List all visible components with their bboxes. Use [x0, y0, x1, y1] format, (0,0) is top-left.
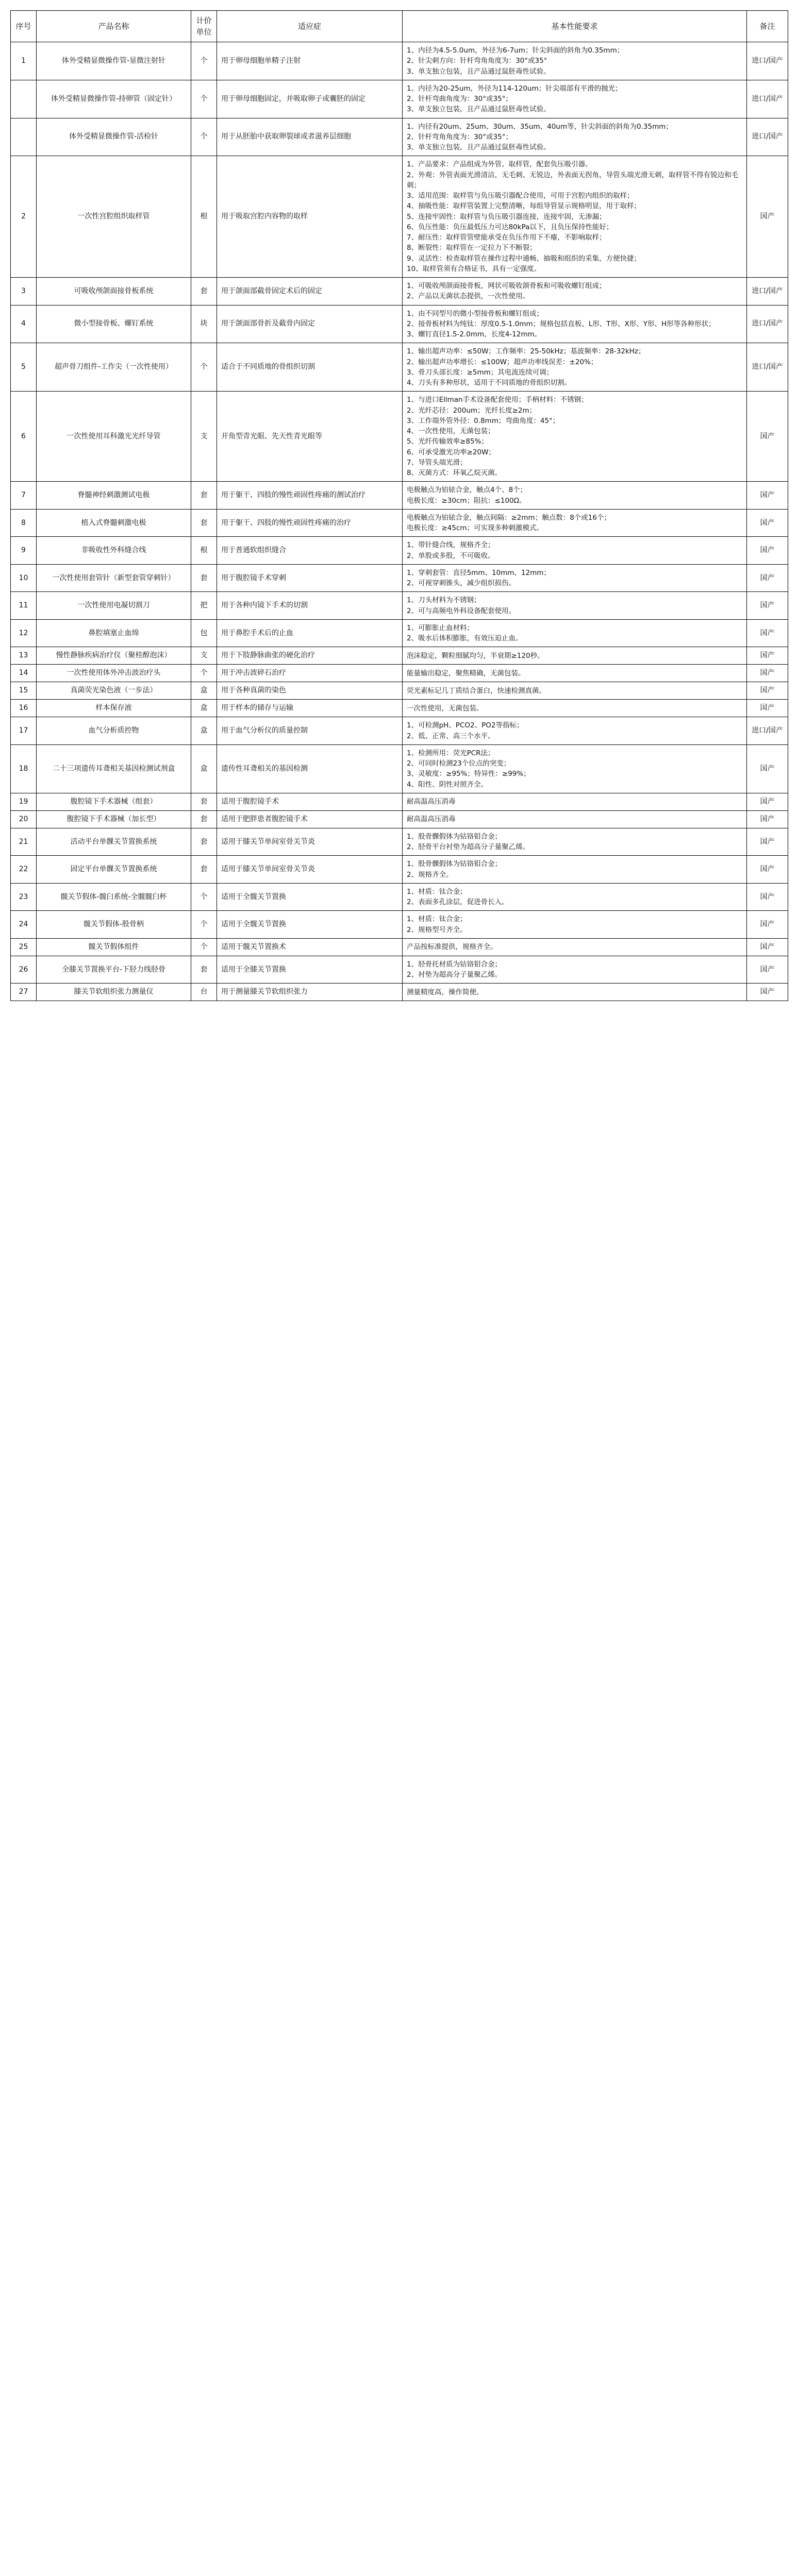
cell-unit: 个 — [191, 343, 217, 392]
cell-req: 1、材质：钛合金； 2、规格型号齐全。 — [403, 911, 747, 939]
cell-use: 用于普通软组织缝合 — [217, 537, 403, 565]
table-header-row — [11, 11, 788, 42]
cell-use: 用于躯干、四肢的慢性顽固性疼痛的测试治疗 — [217, 482, 403, 510]
cell-name: 腹腔镜下手术器械（加长型） — [37, 810, 191, 828]
cell-use: 适用于全髋关节置换 — [217, 883, 403, 911]
cell-name: 血气分析质控物 — [37, 717, 191, 745]
cell-name: 可吸收颅颌面接骨板系统 — [37, 278, 191, 306]
table-row — [11, 810, 788, 828]
cell-note: 国产 — [747, 793, 788, 810]
cell-unit: 个 — [191, 938, 217, 956]
cell-no: 17 — [11, 717, 37, 745]
cell-use: 用于各种真菌的染色 — [217, 682, 403, 700]
cell-no: 8 — [11, 509, 37, 537]
cell-req: 1、内径为4.5-5.0um，外径为6-7um；针尖斜面的斜角为0.35mm； 2、针尖刺方向：针杆弯角角度为：30°或35° 3、单支独立包装，且产品通过鼠胚毒性试验。 — [403, 42, 747, 80]
table-row — [11, 156, 788, 278]
table-row — [11, 619, 788, 647]
cell-no: 11 — [11, 592, 37, 620]
table-row — [11, 647, 788, 665]
cell-name: 二十三项遗传耳聋相关基因检测试剂盒 — [37, 744, 191, 793]
header-req: 基本性能要求 — [403, 11, 747, 42]
cell-unit: 盒 — [191, 744, 217, 793]
table-row — [11, 482, 788, 510]
cell-unit: 包 — [191, 619, 217, 647]
cell-unit: 套 — [191, 956, 217, 984]
cell-name: 一次性宫腔组织取样管 — [37, 156, 191, 278]
cell-name: 活动平台单髁关节置换系统 — [37, 828, 191, 856]
cell-no: 13 — [11, 647, 37, 665]
cell-name: 慢性静脉疾病治疗仪（聚桂醇泡沫） — [37, 647, 191, 665]
header-no: 序号 — [11, 11, 37, 42]
cell-note: 国产 — [747, 665, 788, 682]
cell-name: 微小型接骨板、螺钉系统 — [37, 305, 191, 343]
cell-use: 用于各种内镜下手术的切割 — [217, 592, 403, 620]
cell-name: 髋关节假体-髋臼系统-全髋髋臼杯 — [37, 883, 191, 911]
cell-note: 国产 — [747, 482, 788, 510]
table-row — [11, 984, 788, 1001]
cell-no: 5 — [11, 343, 37, 392]
cell-name: 样本保存液 — [37, 700, 191, 717]
cell-req: 一次性使用，无菌包装。 — [403, 700, 747, 717]
cell-req: 耐高温高压消毒 — [403, 793, 747, 810]
cell-use: 遗传性耳聋相关的基因检测 — [217, 744, 403, 793]
cell-note: 国产 — [747, 938, 788, 956]
cell-req: 1、由不同型号的微小型接骨板和螺钉组成； 2、接骨板材料为纯钛：厚度0.5-1.0mm；规格包括直板、L形、T形、X形、Y形、H形等各种形状； 3、螺钉直径1.5-2.0mm，长度4-12mm。 — [403, 305, 747, 343]
cell-unit: 个 — [191, 42, 217, 80]
cell-unit: 套 — [191, 828, 217, 856]
cell-name: 髋关节假体组件 — [37, 938, 191, 956]
cell-req: 能量输出稳定，聚焦精确，无菌包装。 — [403, 665, 747, 682]
table-row — [11, 793, 788, 810]
cell-use: 适用于膝关节单间室骨关节炎 — [217, 856, 403, 884]
table-row — [11, 42, 788, 80]
cell-no: 16 — [11, 700, 37, 717]
cell-unit: 个 — [191, 80, 217, 118]
cell-note: 国产 — [747, 592, 788, 620]
cell-unit: 支 — [191, 392, 217, 482]
cell-no: 22 — [11, 856, 37, 884]
cell-note: 进口/国产 — [747, 42, 788, 80]
cell-note: 进口/国产 — [747, 80, 788, 118]
cell-unit: 台 — [191, 984, 217, 1001]
cell-note: 进口/国产 — [747, 343, 788, 392]
table-row — [11, 911, 788, 939]
cell-note: 进口/国产 — [747, 305, 788, 343]
table-row — [11, 665, 788, 682]
table-row — [11, 278, 788, 306]
table-row — [11, 118, 788, 156]
cell-req: 1、可膨胀止血材料； 2、吸水后体积膨胀，有效压迫止血。 — [403, 619, 747, 647]
table-row — [11, 956, 788, 984]
cell-name: 超声骨刀组件-工作尖（一次性使用） — [37, 343, 191, 392]
cell-no: 24 — [11, 911, 37, 939]
cell-req: 1、内径有20um、25um、30um、35um、40um等，针尖斜面的斜角为0.35mm； 2、针杆弯角角度为：30°或35°； 3、单支独立包装，且产品通过鼠胚毒性试验。 — [403, 118, 747, 156]
cell-use: 用于样本的储存与运输 — [217, 700, 403, 717]
cell-unit: 块 — [191, 305, 217, 343]
cell-unit: 个 — [191, 118, 217, 156]
table-row — [11, 343, 788, 392]
cell-note: 国产 — [747, 911, 788, 939]
cell-no: 14 — [11, 665, 37, 682]
cell-use: 用于腹腔镜手术穿刺 — [217, 564, 403, 592]
table-row — [11, 938, 788, 956]
cell-name: 膝关节软组织张力测量仪 — [37, 984, 191, 1001]
cell-name: 腹腔镜下手术器械（组套） — [37, 793, 191, 810]
cell-req: 1、带针缝合线，规格齐全； 2、单股或多股，不可吸收。 — [403, 537, 747, 565]
cell-no: 1 — [11, 42, 37, 80]
cell-use: 用于下肢静脉曲张的硬化治疗 — [217, 647, 403, 665]
cell-unit: 套 — [191, 482, 217, 510]
cell-req: 1、可检测pH、PCO2、PO2等指标； 2、低、正常、高三个水平。 — [403, 717, 747, 745]
cell-use: 用于卵母细胞单精子注射 — [217, 42, 403, 80]
cell-no: 27 — [11, 984, 37, 1001]
cell-unit: 盒 — [191, 717, 217, 745]
cell-note: 进口/国产 — [747, 717, 788, 745]
cell-req: 1、股骨髁假体为钴铬钼合金； 2、胫骨平台衬垫为超高分子量聚乙烯。 — [403, 828, 747, 856]
cell-note: 国产 — [747, 828, 788, 856]
cell-use: 开角型青光眼、先天性青光眼等 — [217, 392, 403, 482]
cell-req: 1、可吸收颅颌面接骨板，网状可吸收颌骨板和可吸收螺钉组成； 2、产品以无菌状态提供，一次性使用。 — [403, 278, 747, 306]
cell-req: 1、穿刺套管：直径5mm、10mm、12mm； 2、可视穿刺锥头，减少组织损伤。 — [403, 564, 747, 592]
cell-note: 国产 — [747, 537, 788, 565]
cell-req: 产品按标准提供，规格齐全。 — [403, 938, 747, 956]
cell-no: 10 — [11, 564, 37, 592]
cell-unit: 套 — [191, 856, 217, 884]
cell-unit: 套 — [191, 793, 217, 810]
cell-name: 全膝关节置换平台-下胫力线胫骨 — [37, 956, 191, 984]
cell-no: 26 — [11, 956, 37, 984]
cell-req: 泡沫稳定，颗粒细腻均匀，半衰期≥120秒。 — [403, 647, 747, 665]
cell-note: 国产 — [747, 700, 788, 717]
cell-no: 18 — [11, 744, 37, 793]
table-row — [11, 717, 788, 745]
cell-note: 进口/国产 — [747, 278, 788, 306]
cell-no: 20 — [11, 810, 37, 828]
cell-no: 7 — [11, 482, 37, 510]
cell-unit: 个 — [191, 883, 217, 911]
header-name: 产品名称 — [37, 11, 191, 42]
cell-note: 进口/国产 — [747, 118, 788, 156]
cell-use: 用于血气分析仪的质量控制 — [217, 717, 403, 745]
table-row — [11, 828, 788, 856]
cell-use: 用于从胚胎中获取卵裂球或者滋养层细胞 — [217, 118, 403, 156]
cell-req: 测量精度高，操作简便。 — [403, 984, 747, 1001]
table-row — [11, 509, 788, 537]
cell-req: 1、检测所用：荧光PCR法； 2、可同时检测23个位点的突变； 3、灵敏度：≥95%；特异性：≥99%； 4、阳性、阴性对照齐全。 — [403, 744, 747, 793]
cell-name: 真菌荧光染色液（一步法） — [37, 682, 191, 700]
cell-req: 1、与进口Ellman手术设备配套使用；手柄材料：不锈钢； 2、光纤芯径：200um；光纤长度≥2m； 3、工作端外管外径：0.8mm；弯曲角度：45°； 4、一次性使用，无菌包装； 5、光纤传输效率≥85%； 6、可承受激光功率≥20W； 7、导管头端光滑； 8、灭菌方式：环氧乙烷灭菌。 — [403, 392, 747, 482]
cell-no: 12 — [11, 619, 37, 647]
cell-unit: 个 — [191, 911, 217, 939]
table-row — [11, 700, 788, 717]
cell-name: 一次性使用电凝切割刀 — [37, 592, 191, 620]
cell-name: 髋关节假体-股骨柄 — [37, 911, 191, 939]
product-table — [10, 10, 788, 1001]
header-unit: 计价单位 — [191, 11, 217, 42]
cell-req: 1、内径为20-25um，外径为114-120um；针尖端部有平滑的抛光； 2、针杆弯曲角度为：30°或35°； 3、单支独立包装，且产品通过鼠胚毒性试验。 — [403, 80, 747, 118]
cell-unit: 盒 — [191, 700, 217, 717]
cell-req: 1、胫骨托材质为钴铬钼合金； 2、衬垫为超高分子量聚乙烯。 — [403, 956, 747, 984]
cell-use: 适用于膝关节单间室骨关节炎 — [217, 828, 403, 856]
cell-use: 用于测量膝关节软组织张力 — [217, 984, 403, 1001]
cell-req: 耐高温高压消毒 — [403, 810, 747, 828]
cell-req: 1、股骨髁假体为钴铬钼合金； 2、规格齐全。 — [403, 856, 747, 884]
cell-note: 国产 — [747, 883, 788, 911]
cell-use: 适用于腹腔镜手术 — [217, 793, 403, 810]
cell-use: 用于卵母细胞固定，并吸取卵子或囊胚的固定 — [217, 80, 403, 118]
cell-name: 一次性使用套管针（新型套管穿刺针） — [37, 564, 191, 592]
cell-name: 鼻腔填塞止血绵 — [37, 619, 191, 647]
cell-req: 1、刀头材料为不锈钢； 2、可与高频电外科设备配套使用。 — [403, 592, 747, 620]
cell-no: 19 — [11, 793, 37, 810]
cell-note: 国产 — [747, 564, 788, 592]
table-row — [11, 392, 788, 482]
cell-unit: 套 — [191, 509, 217, 537]
table-row — [11, 856, 788, 884]
cell-use: 用于躯干、四肢的慢性顽固性疼痛的治疗 — [217, 509, 403, 537]
cell-note: 国产 — [747, 392, 788, 482]
cell-req: 1、产品要求：产品组成为外管、取样管，配套负压吸引器。 2、外观：外管表面光滑清洁，无毛刺、无锐边，外表面无拐角，导管头端光滑无刺，取样管不得有锐边和毛刺； 3、适用范围：取样管与负压吸引器配合使用，可用于宫腔内组织的取样； 4、抽吸性能：取样管装置上完整清晰，每组导管显示规格明显，用于取样； 5、连接牢固性：取样管与负压吸引器连接，连接牢固，无渗漏； 6、负压性能：负压最低压力可达80kPa以下，且负压保持性能好； 7、耐压性：取样管管壁能承受在负压作用下不瘪，不影响取样； 8、断裂性：取样管在一定拉力下不断裂； 9、灵活性：检查取样管在操作过程中通畅，抽吸和组织的采集，方便快捷； 10、取样管须有合格证书，具有一定强度。 — [403, 156, 747, 278]
cell-note: 国产 — [747, 856, 788, 884]
cell-use: 用于吸取宫腔内容物的取样 — [217, 156, 403, 278]
cell-unit: 把 — [191, 592, 217, 620]
cell-note: 国产 — [747, 156, 788, 278]
cell-use: 适用于全髋关节置换 — [217, 911, 403, 939]
cell-name: 脊髓神经刺激测试电极 — [37, 482, 191, 510]
cell-name: 体外受精显微操作管-显微注射针 — [37, 42, 191, 80]
cell-unit: 个 — [191, 665, 217, 682]
cell-name: 体外受精显微操作管-持卵管（固定针） — [37, 80, 191, 118]
cell-no: 3 — [11, 278, 37, 306]
cell-unit: 套 — [191, 564, 217, 592]
cell-no — [11, 80, 37, 118]
cell-unit: 套 — [191, 810, 217, 828]
cell-unit: 根 — [191, 537, 217, 565]
table-row — [11, 744, 788, 793]
cell-name: 固定平台单髁关节置换系统 — [37, 856, 191, 884]
cell-no: 23 — [11, 883, 37, 911]
cell-unit: 套 — [191, 278, 217, 306]
cell-no: 21 — [11, 828, 37, 856]
procurement-document — [10, 10, 788, 1001]
cell-note: 国产 — [747, 744, 788, 793]
table-row — [11, 592, 788, 620]
cell-req: 电极触点为铂铱合金，触点间隔：≥2mm；触点数：8个或16个； 电极长度：≥45cm；可实现多种刺激模式。 — [403, 509, 747, 537]
cell-name: 植入式脊髓刺激电极 — [37, 509, 191, 537]
table-row — [11, 883, 788, 911]
cell-no — [11, 118, 37, 156]
cell-name: 体外受精显微操作管-活检针 — [37, 118, 191, 156]
cell-use: 适合于不同质地的骨组织切割 — [217, 343, 403, 392]
table-row — [11, 80, 788, 118]
header-use: 适应症 — [217, 11, 403, 42]
cell-note: 国产 — [747, 956, 788, 984]
cell-no: 2 — [11, 156, 37, 278]
cell-use: 用于鼻腔手术后的止血 — [217, 619, 403, 647]
cell-no: 15 — [11, 682, 37, 700]
cell-name: 非吸收性外科缝合线 — [37, 537, 191, 565]
cell-note: 国产 — [747, 619, 788, 647]
cell-note: 国产 — [747, 682, 788, 700]
table-row — [11, 305, 788, 343]
cell-req: 1、输出超声功率：≤50W；工作频率：25-50kHz；基波频率：28-32kHz； 2、输出超声功率增长：≤100W；超声功率线误差：±20%； 3、骨刀头部长度：≥5mm；其电流连续可调； 4、刀头有多种形状，适用于不同质地的骨组织切割。 — [403, 343, 747, 392]
cell-no: 25 — [11, 938, 37, 956]
cell-unit: 支 — [191, 647, 217, 665]
table-row — [11, 537, 788, 565]
cell-unit: 盒 — [191, 682, 217, 700]
cell-use: 用于冲击波碎石治疗 — [217, 665, 403, 682]
cell-no: 4 — [11, 305, 37, 343]
cell-note: 国产 — [747, 810, 788, 828]
cell-note: 国产 — [747, 509, 788, 537]
cell-use: 适用于肥胖患者腹腔镜手术 — [217, 810, 403, 828]
table-row — [11, 564, 788, 592]
header-note: 备注 — [747, 11, 788, 42]
cell-use: 适用于全膝关节置换 — [217, 956, 403, 984]
cell-req: 1、材质：钛合金； 2、表面多孔涂层，促进骨长入。 — [403, 883, 747, 911]
cell-name: 一次性使用体外冲击波治疗头 — [37, 665, 191, 682]
cell-use: 适用于髋关节置换术 — [217, 938, 403, 956]
cell-note: 国产 — [747, 647, 788, 665]
cell-no: 9 — [11, 537, 37, 565]
cell-note: 国产 — [747, 984, 788, 1001]
cell-req: 电极触点为铂铱合金，触点4个、8个； 电极长度：≥30cm；阻抗：≤100Ω。 — [403, 482, 747, 510]
cell-unit: 根 — [191, 156, 217, 278]
cell-use: 用于颌面部截骨固定术后的固定 — [217, 278, 403, 306]
cell-req: 荧光素标记几丁质结合蛋白，快速检测真菌。 — [403, 682, 747, 700]
cell-name: 一次性使用耳科激光光纤导管 — [37, 392, 191, 482]
cell-use: 用于颌面部骨折及截骨内固定 — [217, 305, 403, 343]
table-row — [11, 682, 788, 700]
cell-no: 6 — [11, 392, 37, 482]
